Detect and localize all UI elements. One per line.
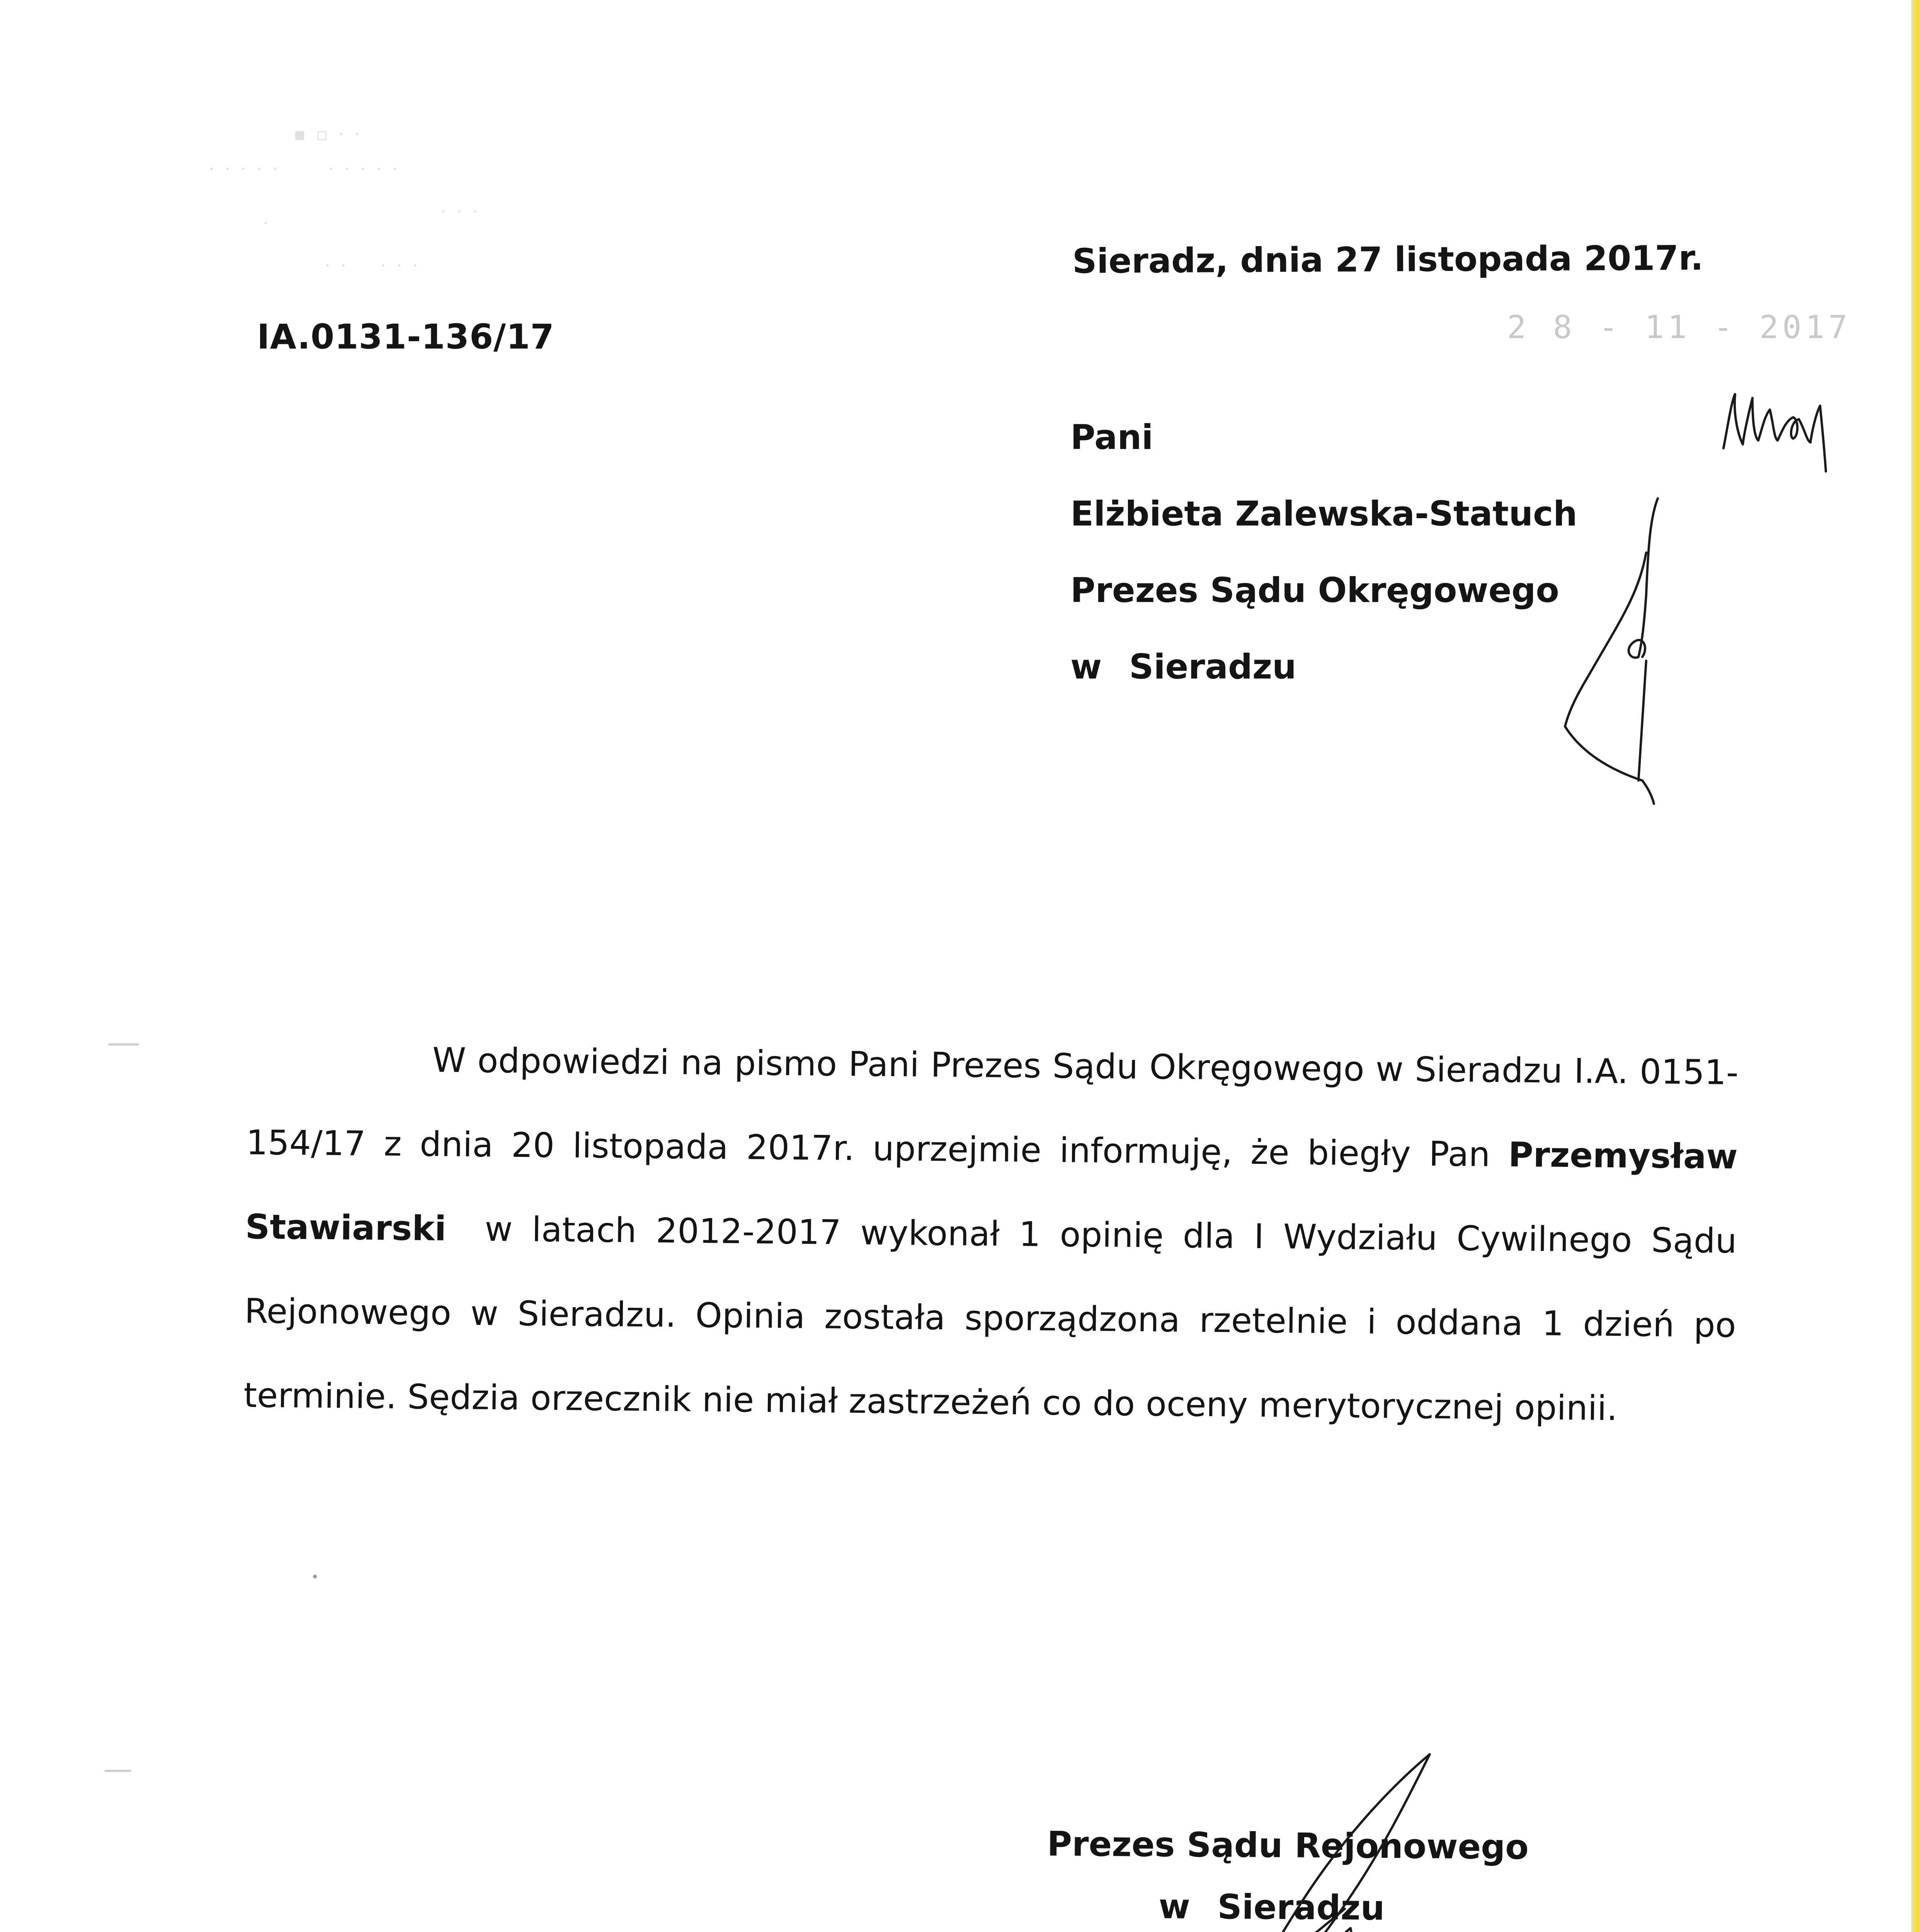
signatory-signature-handwriting	[1136, 1747, 1453, 1932]
addressee-location: w Sieradzu	[1070, 647, 1296, 687]
place-and-date: Sieradz, dnia 27 listopada 2017r.	[1072, 238, 1704, 281]
letter-body	[243, 1016, 1739, 1452]
scan-speck	[104, 1770, 131, 1772]
addressee-block	[1070, 417, 1577, 723]
body-text-part2: w latach 2012-2017 wykonał 1 opinię dla I Wydziału Cywilnego Sądu Rejonowego w Sieradzu. Opinia została sporządzona rzetelnie i oddana 1 dzień po terminie. Sędzia orzecznik nie miał zastrzeżeń co do oceny merytorycznej opinii.	[243, 1209, 1737, 1429]
received-date-stamp: 2 8 - 11 - 2017	[1507, 309, 1851, 346]
expert-name: Przemysław Stawiarski	[245, 1134, 1738, 1248]
body-text-part1: W odpowiedzi na pismo Pani Prezes Sądu Okręgowego w Sieradzu I.A. 0151-154/17 z dnia 20 listopada 2017r. uprzejmie informuję, że biegły Pan	[246, 1040, 1739, 1174]
received-initials-handwriting	[1716, 371, 1839, 479]
reference-number: IA.0131-136/17	[257, 317, 555, 357]
signatory-title: Prezes Sądu Rejonowego	[1047, 1824, 1529, 1867]
scan-speck	[313, 1575, 317, 1578]
addressee-name: Elżbieta Zalewska-Statuch	[1070, 494, 1577, 534]
body-paragraph	[243, 1016, 1739, 1452]
scan-speck	[108, 1043, 139, 1046]
signatory-location: w Sieradzu	[1159, 1886, 1385, 1928]
yellow-page-edge	[1911, 0, 1919, 1932]
addressee-salutation: Pani	[1070, 417, 1153, 457]
addressee-position: Prezes Sądu Okręgowego	[1070, 570, 1559, 610]
addressee-paraph-handwriting	[1561, 495, 1662, 804]
faint-office-stamp: ▪ ▫ · · · · · · · · · · · · · · · · · · · · ·	[209, 124, 481, 276]
